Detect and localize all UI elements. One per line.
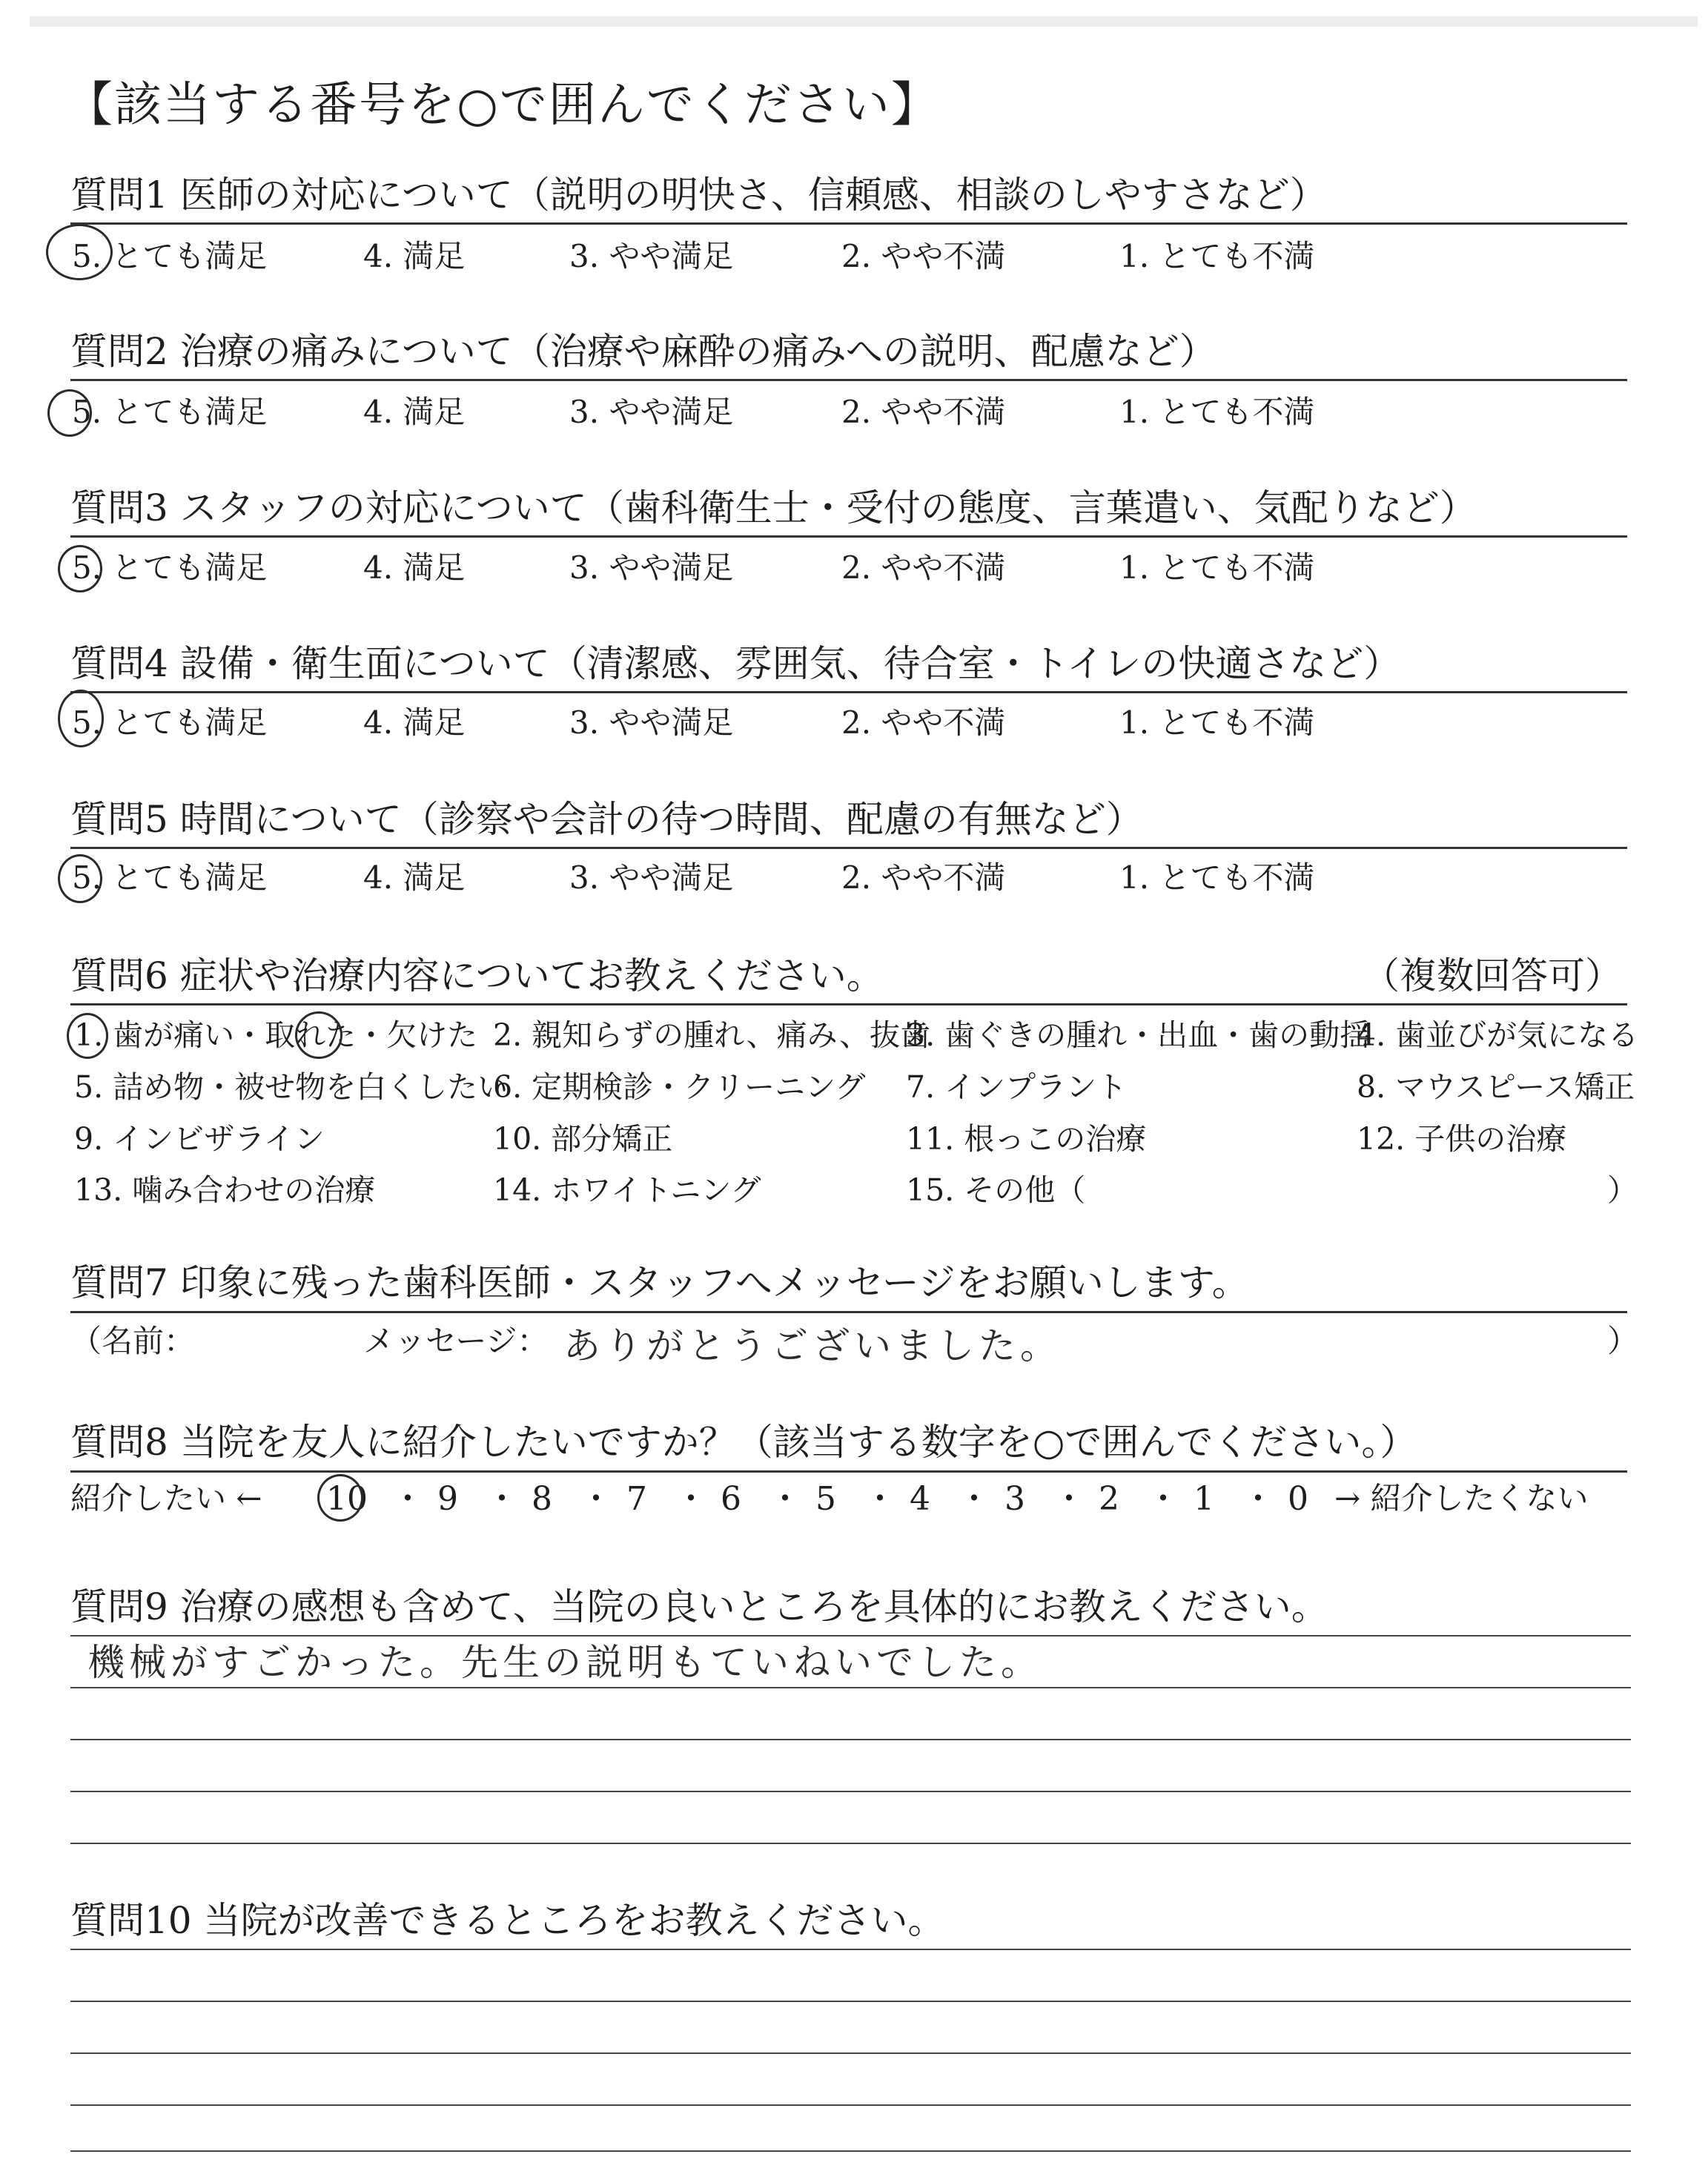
q2-rule (70, 379, 1627, 381)
q6-selection-circle-toreta (295, 1011, 342, 1059)
q4-option-2[interactable]: 2. やや不満 (841, 704, 1006, 741)
q6-option-2[interactable]: 2. 親知らずの腫れ、痛み、抜歯 (493, 1017, 931, 1053)
q10-writing-line (70, 2001, 1631, 2002)
q5-label: 質問5 時間について（診察や会計の待つ時間、配慮の有無など） (70, 798, 1143, 841)
q6-option-1[interactable]: 1. 歯が痛い・取れた・欠けた (74, 1017, 478, 1053)
q5-option-4[interactable]: 4. 満足 (363, 859, 466, 896)
q5-option-2[interactable]: 2. やや不満 (841, 859, 1006, 896)
page-title: 【該当する番号を○で囲んでください】 (65, 78, 940, 133)
q6-option-4[interactable]: 4. 歯並びが気になる (1357, 1017, 1639, 1053)
q9-handwritten-answer: 機械がすごかった。先生の説明もていねいでした。 (87, 1641, 1042, 1684)
q6-rule (70, 1003, 1627, 1005)
q9-writing-line (70, 1739, 1631, 1740)
q3-option-5[interactable]: 5. とても満足 (72, 549, 268, 586)
q8-selection-circle (317, 1474, 363, 1522)
q6-label: 質問6 症状や治療内容についてお教えください。 (70, 954, 884, 997)
q10-writing-line (70, 1949, 1631, 1950)
q10-writing-line (70, 2104, 1631, 2106)
q2-option-1[interactable]: 1. とても不満 (1119, 394, 1315, 430)
scan-top-band (30, 16, 1698, 27)
q6-option-5[interactable]: 5. 詰め物・被せ物を白くしたい (74, 1069, 509, 1105)
q2-label: 質問2 治療の痛みについて（治療や麻酔の痛みへの説明、配慮など） (70, 330, 1217, 373)
q6-option-15-close: ） (1607, 1172, 1638, 1208)
q8-number-0[interactable]: 0 (1288, 1480, 1308, 1518)
q1-option-3[interactable]: 3. やや満足 (569, 238, 734, 274)
q7-handwritten-message: ありがとうございました。 (563, 1324, 1062, 1367)
q4-option-5[interactable]: 5. とても満足 (72, 704, 268, 741)
q1-rule (70, 222, 1627, 225)
q5-option-5[interactable]: 5. とても満足 (72, 859, 268, 896)
q8-number-7[interactable]: 7 (626, 1480, 647, 1518)
q8-right-label: → 紹介したくない (1334, 1480, 1589, 1516)
q1-option-4[interactable]: 4. 満足 (363, 238, 466, 274)
q6-option-15[interactable]: 15. その他（ (906, 1172, 1086, 1208)
q4-rule (70, 691, 1627, 693)
q8-label: 質問8 当院を友人に紹介したいですか？（該当する数字を○で囲んでください。） (70, 1421, 1417, 1464)
q9-writing-line (70, 1687, 1631, 1688)
q3-option-3[interactable]: 3. やや満足 (569, 549, 734, 586)
q6-option-11[interactable]: 11. 根っこの治療 (906, 1121, 1147, 1157)
q5-option-1[interactable]: 1. とても不満 (1119, 859, 1315, 896)
q6-option-10[interactable]: 10. 部分矯正 (493, 1121, 673, 1157)
q4-option-1[interactable]: 1. とても不満 (1119, 704, 1315, 741)
q1-option-1[interactable]: 1. とても不満 (1119, 238, 1315, 274)
q3-label: 質問3 スタッフの対応について（歯科衛生士・受付の態度、言葉遣い、気配りなど） (70, 486, 1477, 529)
q1-option-2[interactable]: 2. やや不満 (841, 238, 1006, 274)
q4-label: 質問4 設備・衛生面について（清潔感、雰囲気、待合室・トイレの快適さなど） (70, 642, 1401, 685)
q6-option-8[interactable]: 8. マウスピース矯正 (1357, 1069, 1635, 1105)
q2-option-5[interactable]: 5. とても満足 (72, 394, 268, 430)
q8-number-6[interactable]: 6 (721, 1480, 741, 1518)
q9-label: 質問9 治療の感想も含めて、当院の良いところを具体的にお教えください。 (70, 1585, 1328, 1628)
q8-dot: ・ (675, 1480, 707, 1518)
q10-writing-line (70, 2052, 1631, 2054)
q8-dot: ・ (391, 1480, 424, 1518)
q1-selection-circle (46, 224, 113, 280)
q8-number-9[interactable]: 9 (437, 1480, 458, 1518)
q2-selection-circle (47, 389, 92, 437)
q3-option-2[interactable]: 2. やや不満 (841, 549, 1006, 586)
q8-dot: ・ (1053, 1480, 1085, 1518)
q8-dot: ・ (769, 1480, 801, 1518)
q8-left-label: 紹介したい ← (70, 1480, 262, 1516)
q10-label: 質問10 当院が改善できるところをお教えください。 (70, 1899, 945, 1942)
q8-number-5[interactable]: 5 (815, 1480, 836, 1518)
q8-number-10[interactable]: 10 (326, 1480, 368, 1518)
q3-option-1[interactable]: 1. とても不満 (1119, 549, 1315, 586)
q9-writing-line (70, 1635, 1631, 1636)
q6-option-13[interactable]: 13. 噛み合わせの治療 (74, 1172, 376, 1208)
q2-option-4[interactable]: 4. 満足 (363, 394, 466, 430)
q8-number-8[interactable]: 8 (532, 1480, 552, 1518)
q7-name-label: （名前： (70, 1323, 196, 1359)
q1-option-5[interactable]: 5. とても満足 (72, 238, 268, 274)
q7-label: 質問7 印象に残った歯科医師・スタッフへメッセージをお願いします。 (70, 1261, 1249, 1304)
q4-option-4[interactable]: 4. 満足 (363, 704, 466, 741)
q3-option-4[interactable]: 4. 満足 (363, 549, 466, 586)
q8-number-3[interactable]: 3 (1004, 1480, 1025, 1518)
q8-dot: ・ (486, 1480, 518, 1518)
q9-writing-line (70, 1791, 1631, 1792)
q8-dot: ・ (958, 1480, 990, 1518)
q9-writing-line (70, 1843, 1631, 1844)
q6-option-6[interactable]: 6. 定期検診・クリーニング (493, 1069, 866, 1105)
q8-dot: ・ (1242, 1480, 1274, 1518)
q4-option-3[interactable]: 3. やや満足 (569, 704, 734, 741)
q6-selection-circle-1 (67, 1013, 108, 1059)
q2-option-2[interactable]: 2. やや不満 (841, 394, 1006, 430)
q8-number-1[interactable]: 1 (1194, 1480, 1214, 1518)
q6-note: （複数回答可） (1363, 954, 1622, 997)
q8-rule (70, 1470, 1627, 1473)
q6-option-12[interactable]: 12. 子供の治療 (1357, 1121, 1567, 1157)
q7-rule (70, 1311, 1627, 1313)
q3-selection-circle (58, 545, 102, 592)
q10-writing-line (70, 2150, 1631, 2152)
q6-option-9[interactable]: 9. インビザライン (74, 1121, 325, 1157)
q7-message-label: メッセージ： (363, 1323, 549, 1359)
q8-dot: ・ (580, 1480, 612, 1518)
q6-option-3[interactable]: 3. 歯ぐきの腫れ・出血・歯の動揺 (906, 1017, 1371, 1053)
q8-dot: ・ (864, 1480, 896, 1518)
q6-option-7[interactable]: 7. インプラント (906, 1069, 1128, 1105)
q8-dot: ・ (1147, 1480, 1179, 1518)
q5-rule (70, 847, 1627, 849)
q7-close-paren: ） (1607, 1323, 1639, 1359)
q5-option-3[interactable]: 3. やや満足 (569, 859, 734, 896)
q1-label: 質問1 医師の対応について（説明の明快さ、信頼感、相談のしやすさなど） (70, 174, 1327, 217)
q6-option-14[interactable]: 14. ホワイトニング (493, 1172, 761, 1208)
q8-number-4[interactable]: 4 (910, 1480, 930, 1518)
q3-rule (70, 535, 1627, 538)
q5-selection-circle (58, 854, 102, 903)
q4-selection-circle (58, 690, 104, 747)
q8-number-2[interactable]: 2 (1099, 1480, 1119, 1518)
q2-option-3[interactable]: 3. やや満足 (569, 394, 734, 430)
